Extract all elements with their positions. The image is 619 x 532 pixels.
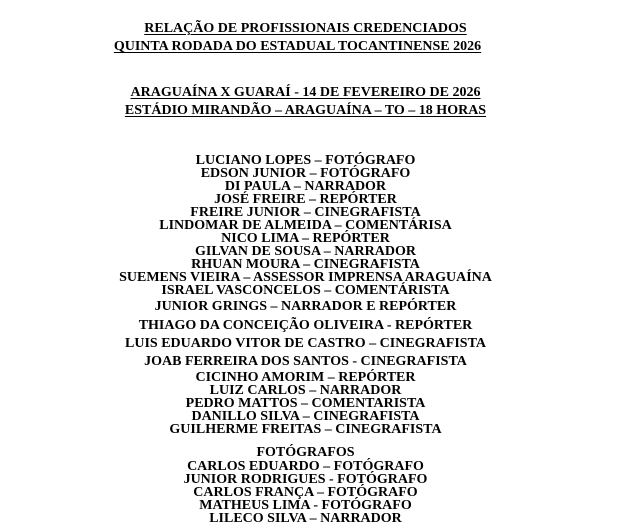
list-item: LINDOMAR DE ALMEIDA – COMENTÁRISA bbox=[159, 218, 452, 233]
list-item: CARLOS FRANÇA – FOTÓGRAFO bbox=[193, 485, 418, 500]
list-item: ISRAEL VASCONCELOS – COMENTÁRISTA bbox=[161, 283, 450, 298]
list-item: JOAB FERREIRA DOS SANTOS - CINEGRAFISTA bbox=[144, 354, 467, 369]
list-item: DANILLO SILVA – CINEGRAFISTA bbox=[191, 409, 420, 424]
list-item: RHUAN MOURA – CINEGRAFISTA bbox=[191, 257, 420, 272]
document-title: RELAÇÃO DE PROFISSIONAIS CREDENCIADOS bbox=[144, 21, 467, 36]
list-item: JUNIOR GRINGS – NARRADOR E REPÓRTER bbox=[154, 299, 457, 314]
list-item: THIAGO DA CONCEIÇÃO OLIVEIRA - REPÓRTER bbox=[138, 318, 473, 333]
list-item: GUILHERME FREITAS – CINEGRAFISTA bbox=[169, 422, 442, 437]
list-item: CICINHO AMORIM – REPÓRTER bbox=[195, 370, 416, 385]
list-item: GILVAN DE SOUSA – NARRADOR bbox=[195, 244, 416, 259]
section-heading: FOTÓGRAFOS bbox=[256, 445, 355, 460]
list-item: SUEMENS VIEIRA – ASSESSOR IMPRENSA ARAGUAÍNA bbox=[119, 270, 492, 285]
list-item: NICO LIMA – REPÓRTER bbox=[221, 231, 390, 246]
list-item: EDSON JUNIOR – FOTÓGRAFO bbox=[200, 166, 411, 181]
list-item: DI PAULA – NARRADOR bbox=[224, 179, 387, 194]
document-subtitle: QUINTA RODADA DO ESTADUAL TOCANTINENSE 2026 bbox=[113, 39, 482, 54]
list-item: LILECO SILVA – NARRADOR bbox=[209, 511, 402, 526]
list-item: JOSÉ FREIRE – REPÓRTER bbox=[214, 192, 397, 207]
match-teams-date: ARAGUAÍNA X GUARAÍ - 14 DE FEVEREIRO DE 2026 bbox=[130, 85, 481, 100]
list-item: PEDRO MATTOS – COMENTARISTA bbox=[185, 396, 426, 411]
list-item: JUNIOR RODRIGUES - FOTÓGRAFO bbox=[183, 472, 428, 487]
list-item: LUIZ CARLOS – NARRADOR bbox=[209, 383, 402, 398]
list-item: LUCIANO LOPES – FOTÓGRAFO bbox=[195, 153, 416, 168]
list-item: MATHEUS LIMA - FOTÓGRAFO bbox=[199, 498, 412, 513]
list-item: LUIS EDUARDO VITOR DE CASTRO – CINEGRAFISTA bbox=[125, 336, 486, 351]
list-item: CARLOS EDUARDO – FOTÓGRAFO bbox=[187, 459, 424, 474]
list-item: FREIRE JUNIOR – CINEGRAFISTA bbox=[190, 205, 421, 220]
match-venue-time: ESTÁDIO MIRANDÃO – ARAGUAÍNA – TO – 18 HORAS bbox=[124, 103, 487, 118]
